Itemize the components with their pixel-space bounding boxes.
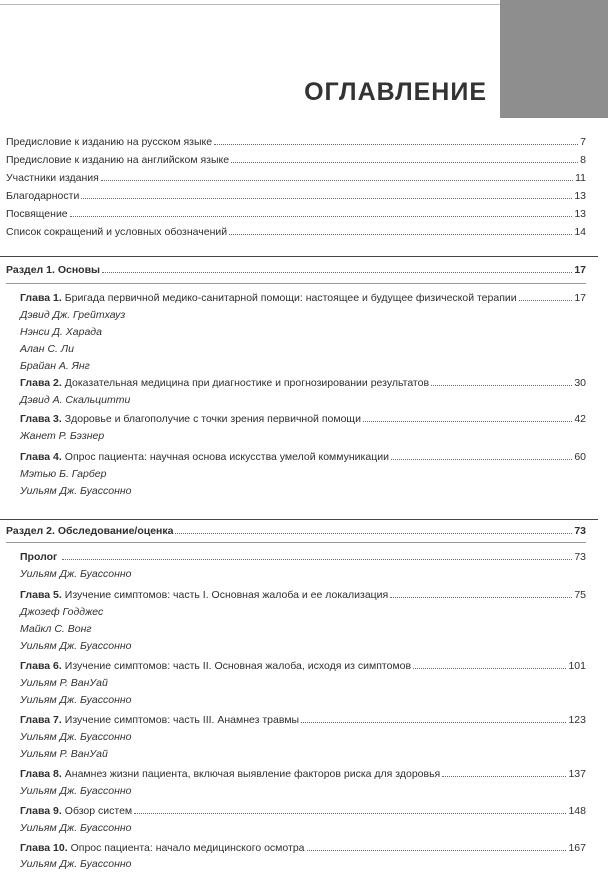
chapter-number: Глава 6. (20, 660, 62, 672)
chapter-number: Глава 7. (20, 714, 62, 726)
toc-entry[interactable] (6, 208, 586, 221)
leader-dots (431, 385, 572, 386)
page-number: 7 (580, 136, 586, 148)
corner-decoration (500, 0, 608, 118)
leader-dots (231, 162, 578, 163)
prologue-label: Пролог (20, 551, 58, 563)
chapter-entry[interactable] (20, 413, 586, 426)
chapter-number: Глава 1. (20, 292, 62, 304)
chapter-entry[interactable] (20, 589, 586, 602)
section-divider (0, 519, 598, 520)
author: Уильям Р. ВанУай (20, 677, 108, 689)
top-rule (0, 4, 500, 5)
page-number: 42 (574, 413, 586, 425)
author: Уильям Дж. Буассонно (20, 568, 132, 580)
leader-dots (70, 216, 573, 217)
chapter-title: Опрос пациента: научная основа искусства умелой коммуникации (64, 451, 389, 463)
leader-dots (214, 144, 578, 145)
author: Уильям Дж. Буассонно (20, 640, 132, 652)
chapter-title: Здоровье и благополучие с точки зрения первичной помощи (64, 413, 361, 425)
chapter-title: Изучение симптомов: часть III. Анамнез травмы (64, 714, 300, 726)
page-title: ОГЛАВЛЕНИЕ (304, 78, 487, 106)
page-number: 123 (568, 714, 586, 726)
chapter-entry[interactable] (20, 805, 586, 818)
entry-label: Предисловие к изданию на английском языке (6, 154, 230, 166)
leader-dots (442, 776, 566, 777)
leader-dots (363, 421, 572, 422)
leader-dots (413, 668, 566, 669)
author: Жанет Р. Бэзнер (20, 430, 105, 442)
chapter-title: Изучение симптомов: часть II. Основная жалоба, исходя из симптомов (64, 660, 412, 672)
page-number: 8 (580, 154, 586, 166)
toc-entry[interactable] (6, 136, 586, 149)
entry-label: Список сокращений и условных обозначений (6, 226, 228, 238)
toc-entry[interactable] (6, 154, 586, 167)
chapter-title: Опрос пациента: начало медицинского осмотра (70, 842, 305, 854)
section-label: Раздел 2. Обследование/оценка (6, 525, 174, 537)
chapter-entry[interactable] (20, 292, 586, 305)
chapter-title: Обзор систем (64, 805, 133, 817)
page-number: 137 (568, 768, 586, 780)
author: Дэвид Дж. Грейтхауз (20, 309, 126, 321)
section-underline (6, 542, 586, 543)
chapter-title: Доказательная медицина при диагностике и прогнозировании результатов (64, 377, 430, 389)
toc-entry[interactable] (6, 226, 586, 239)
author: Майкл С. Вонг (20, 623, 92, 635)
chapter-number: Глава 8. (20, 768, 62, 780)
section-underline (6, 283, 586, 284)
chapter-title: Изучение симптомов: часть I. Основная жалоба и ее локализация (64, 589, 389, 601)
author: Уильям Дж. Буассонно (20, 785, 132, 797)
chapter-number: Глава 10. (20, 842, 68, 854)
author: Брайан А. Янг (20, 360, 90, 372)
author: Мэтью Б. Гарбер (20, 468, 107, 480)
toc-entry[interactable] (6, 190, 586, 203)
author: Уильям Дж. Буассонно (20, 694, 132, 706)
leader-dots (390, 597, 572, 598)
chapter-entry[interactable] (20, 842, 586, 855)
leader-dots (519, 300, 573, 301)
page-number: 73 (574, 525, 586, 537)
author: Нэнси Д. Харада (20, 326, 102, 338)
author: Джозеф Годджес (20, 606, 104, 618)
chapter-number: Глава 2. (20, 377, 62, 389)
page-number: 14 (574, 226, 586, 238)
chapter-title: Бригада первичной медико-санитарной помощи: настоящее и будущее физической терапии (64, 292, 517, 304)
page-number: 73 (574, 551, 586, 563)
page-number: 75 (574, 589, 586, 601)
page-number: 17 (574, 292, 586, 304)
page-number: 167 (568, 842, 586, 854)
page-number: 148 (568, 805, 586, 817)
page-number: 30 (574, 377, 586, 389)
leader-dots (175, 533, 572, 534)
chapter-number: Глава 4. (20, 451, 62, 463)
toc-entry[interactable] (6, 172, 586, 185)
entry-label: Благодарности (6, 190, 80, 202)
chapter-entry[interactable] (20, 451, 586, 464)
leader-dots (101, 180, 573, 181)
chapter-entry[interactable] (20, 660, 586, 673)
section-heading[interactable] (6, 264, 586, 277)
chapter-entry[interactable] (20, 377, 586, 390)
section-label: Раздел 1. Основы (6, 264, 101, 276)
author: Уильям Дж. Буассонно (20, 822, 132, 834)
chapter-entry[interactable] (20, 714, 586, 727)
chapter-number: Глава 5. (20, 589, 62, 601)
leader-dots (81, 198, 572, 199)
page-number: 11 (575, 172, 586, 184)
page-number: 13 (574, 208, 586, 220)
leader-dots (102, 272, 572, 273)
leader-dots (62, 559, 572, 560)
leader-dots (301, 722, 566, 723)
author: Уильям Дж. Буассонно (20, 485, 132, 497)
chapter-number: Глава 9. (20, 805, 62, 817)
chapter-title: Анамнез жизни пациента, включая выявление факторов риска для здоровья (64, 768, 441, 780)
author: Дэвид А. Скальцитти (20, 394, 131, 406)
entry-label: Предисловие к изданию на русском языке (6, 136, 213, 148)
entry-label: Посвящение (6, 208, 68, 220)
section-heading[interactable] (6, 525, 586, 538)
leader-dots (307, 850, 567, 851)
author: Уильям Дж. Буассонно (20, 731, 132, 743)
entry-label: Участники издания (6, 172, 99, 184)
leader-dots (134, 813, 566, 814)
page-number: 60 (574, 451, 586, 463)
author: Алан С. Ли (20, 343, 74, 355)
author: Уильям Р. ВанУай (20, 748, 108, 760)
chapter-number: Глава 3. (20, 413, 62, 425)
leader-dots (229, 234, 572, 235)
page-number: 13 (574, 190, 586, 202)
leader-dots (391, 459, 572, 460)
page-number: 101 (568, 660, 586, 672)
author: Уильям Дж. Буассонно (20, 858, 132, 870)
chapter-entry[interactable] (20, 768, 586, 781)
section-divider (0, 256, 598, 257)
chapter-entry[interactable] (20, 551, 586, 564)
page-number: 17 (574, 264, 586, 276)
